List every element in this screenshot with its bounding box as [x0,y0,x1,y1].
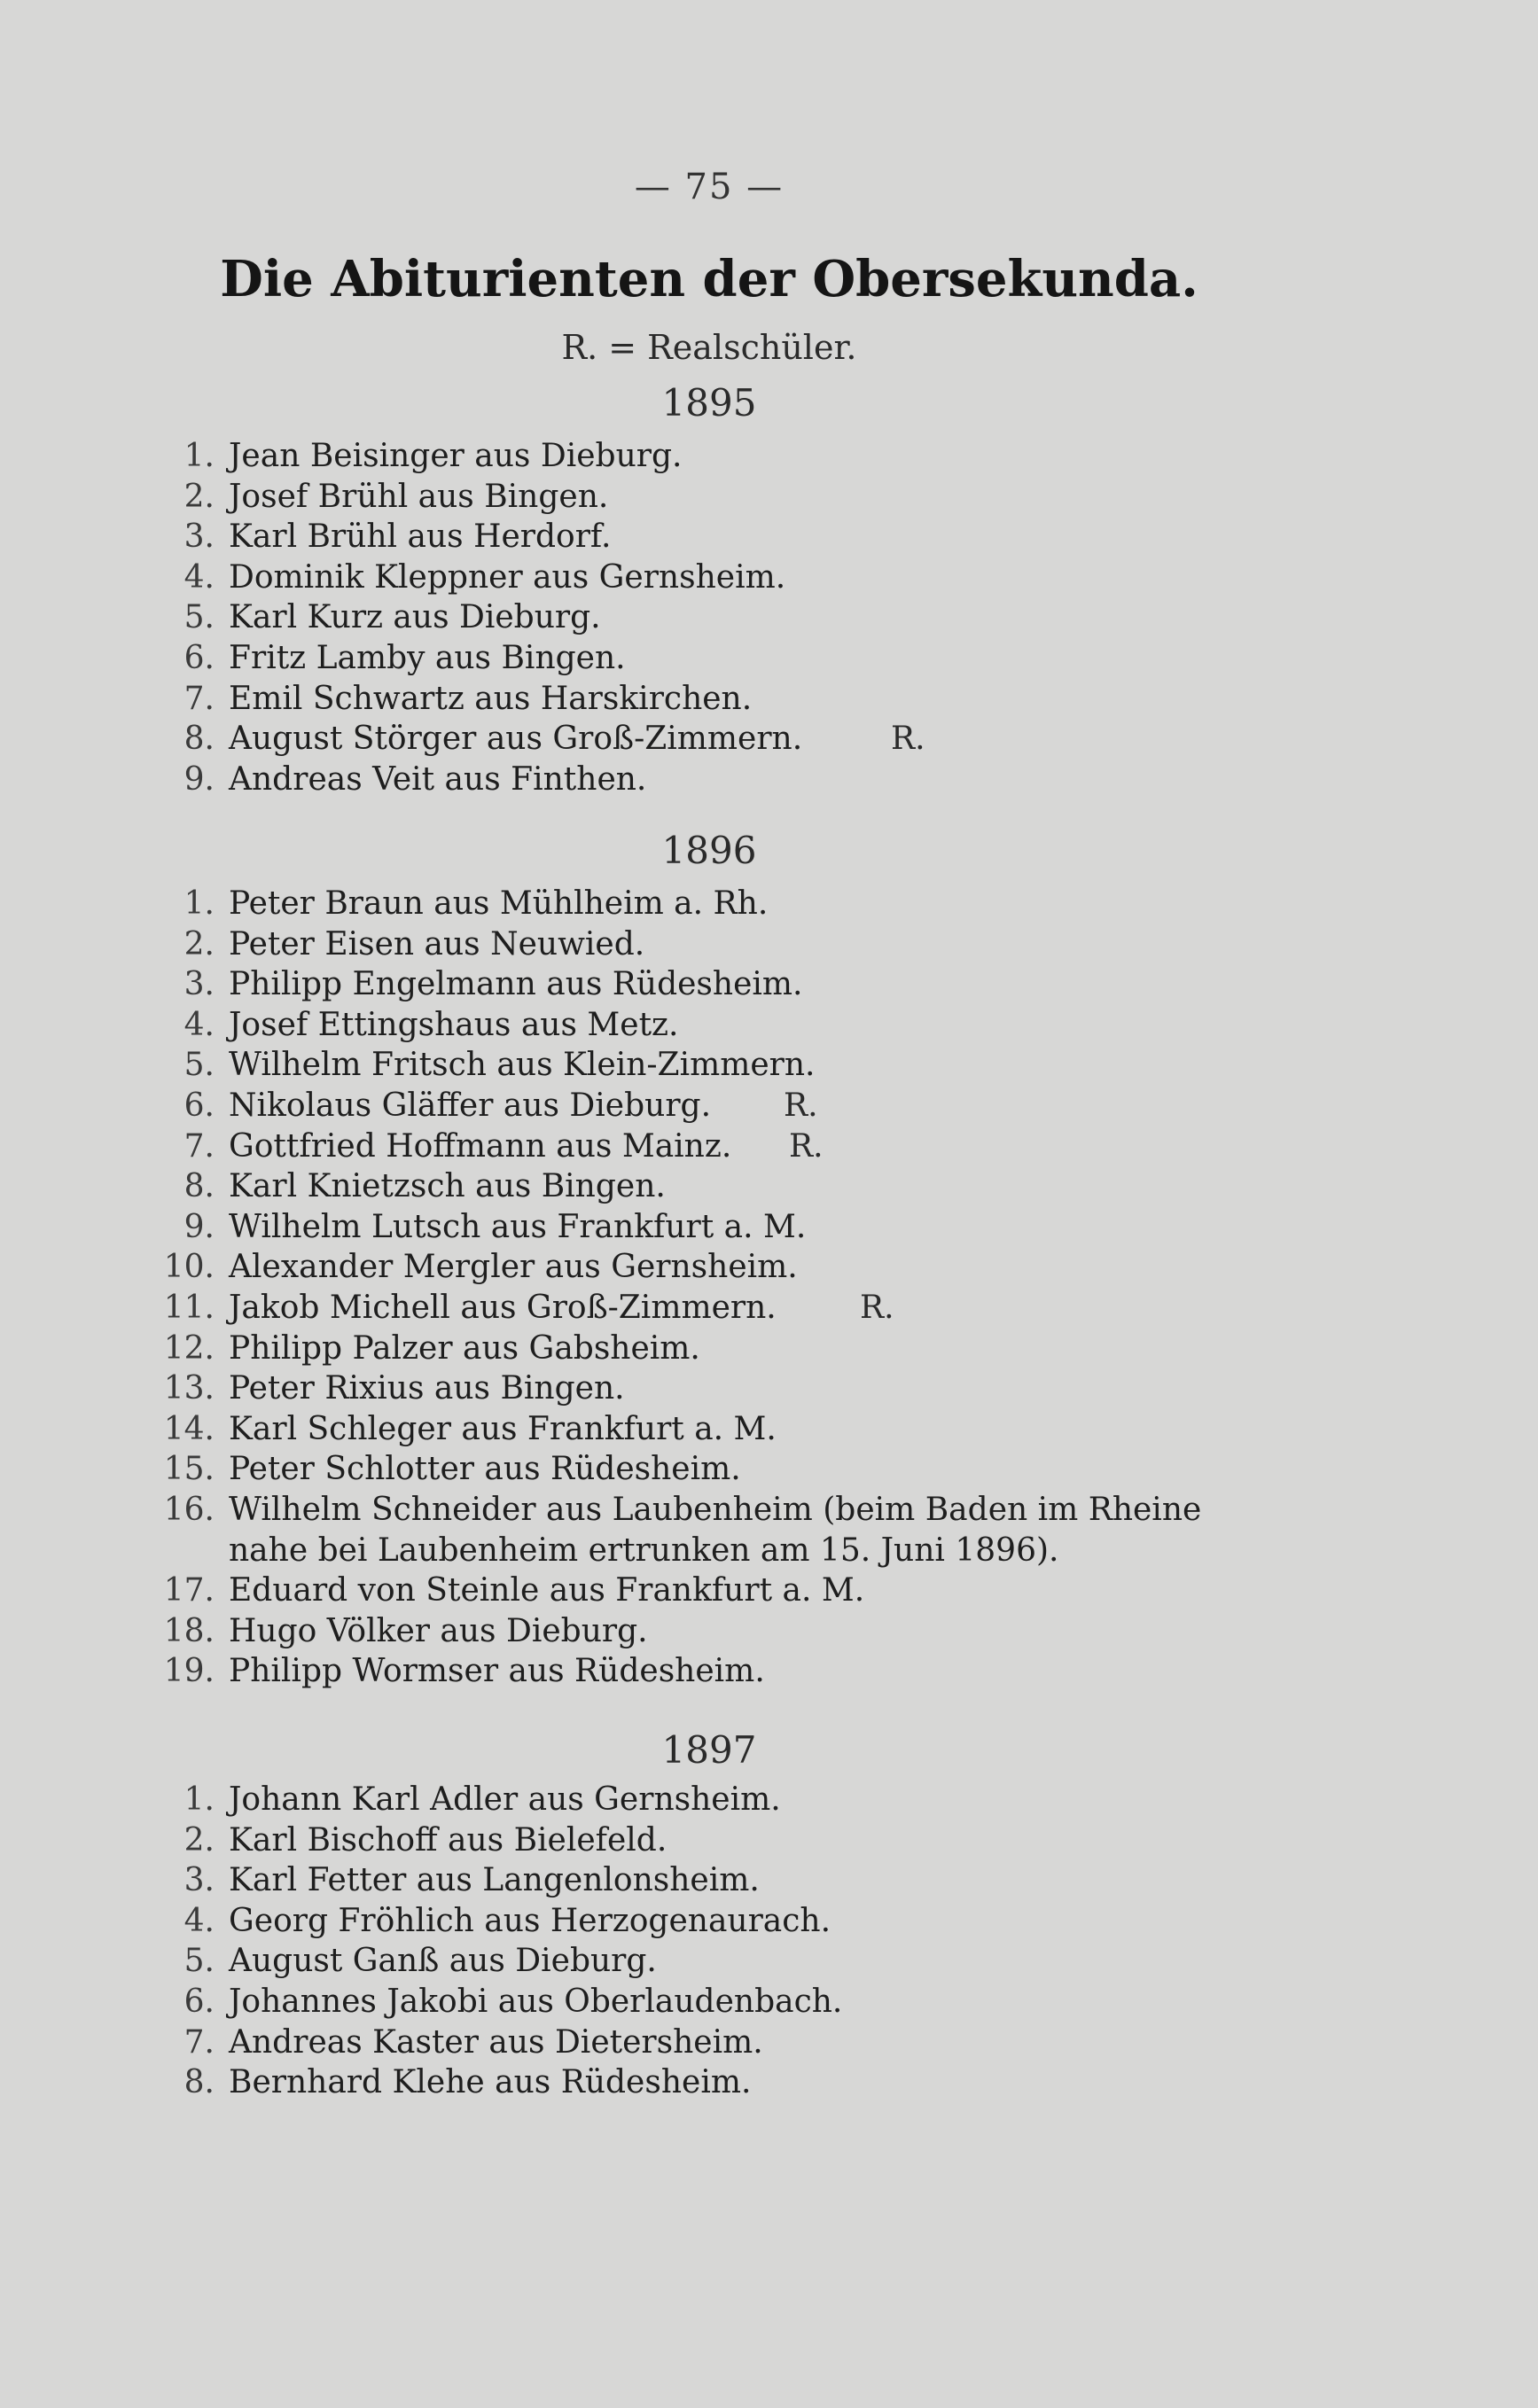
list-item [151,2062,1303,2103]
list-item [151,1651,1303,1692]
student-entry: Wilhelm Lutsch aus Frankfurt a. M. [229,1208,807,1245]
item-number: 8. [183,721,215,758]
student-entry: Josef Ettingshaus aus Metz. [229,1006,679,1043]
year-heading-1896: 1896 [661,829,757,872]
realschueler-mark: R. [789,1127,824,1165]
student-entry: Philipp Palzer aus Gabsheim. [229,1329,700,1367]
list-item-continuation [151,1531,1303,1571]
student-entry: Bernhard Klehe aus Rüdesheim. [229,2064,752,2101]
student-entry: Peter Eisen aus Neuwied. [229,925,645,962]
student-entry: Johannes Jakobi aus Oberlaudenbach. [229,1983,843,2020]
list-item [151,436,1303,477]
list-item [151,1490,1303,1531]
item-number: 2. [183,925,215,962]
list-item [151,1166,1303,1207]
list-item [151,477,1303,518]
list-item [151,1005,1303,1046]
list-item [151,597,1303,638]
page-title: Die Abiturienten der Obersekunda. [220,250,1198,308]
student-entry: Andreas Veit aus Finthen. [229,760,647,798]
student-entry: Hugo Völker aus Dieburg. [229,1612,648,1649]
item-number: 6. [183,1983,215,2020]
list-item [151,1368,1303,1409]
item-number: 18. [163,1612,215,1649]
student-entry: Wilhelm Fritsch aus Klein-Zimmern. [229,1047,816,1084]
student-entry: Peter Braun aus Mühlheim a. Rh. [229,885,769,922]
student-entry: Philipp Engelmann aus Rüdesheim. [229,966,803,1003]
item-number: 6. [183,639,215,676]
list-item [151,1570,1303,1611]
student-entry: August Ganß aus Dieburg. [229,1943,657,1980]
item-number: 12. [163,1329,215,1367]
item-number: 4. [183,1006,215,1043]
student-entry: Karl Fetter aus Langenlonsheim. [229,1862,760,1899]
list-item [151,1982,1303,2022]
list-item [151,1086,1303,1126]
item-number: 1. [183,885,215,922]
student-entry: Jakob Michell aus Groß-Zimmern. [229,1289,777,1326]
student-entry: Karl Bischoff aus Bielefeld. [229,1821,668,1859]
list-item [151,924,1303,965]
list-item [151,2022,1303,2063]
list-item [151,1941,1303,1982]
student-entry: Jean Beisinger aus Dieburg. [229,438,683,474]
list-item [151,1329,1303,1369]
item-number: 8. [183,2064,215,2101]
item-number: 11. [163,1289,215,1326]
list-item [151,1045,1303,1086]
list-item [151,679,1303,720]
item-number: 3. [183,518,215,556]
item-number: 2. [183,1821,215,1859]
item-number: 7. [183,2023,215,2061]
page-number: — 75 — [634,167,785,207]
item-number: 7. [183,680,215,717]
item-number: 9. [183,1208,215,1245]
item-number: 7. [183,1127,215,1165]
list-item [151,884,1303,924]
list-item [151,1449,1303,1490]
list-item [151,1247,1303,1288]
student-entry: Karl Schleger aus Frankfurt a. M. [229,1410,777,1447]
student-entry: Gottfried Hoffmann aus Mainz. [229,1127,732,1165]
student-entry: Peter Schlotter aus Rüdesheim. [229,1451,741,1488]
student-entry: Alexander Mergler aus Gernsheim. [229,1249,798,1286]
list-item [151,557,1303,598]
student-list-1895 [151,436,1303,799]
list-item [151,964,1303,1005]
item-number: 2. [183,478,215,515]
student-entry: Karl Brühl aus Herdorf. [229,518,612,556]
item-number: 14. [163,1410,215,1447]
realschueler-mark: R. [860,1289,894,1326]
list-item [151,1288,1303,1329]
student-entry: Eduard von Steinle aus Frankfurt a. M. [229,1572,865,1609]
student-entry: Wilhelm Schneider aus Laubenheim (beim Baden im Rheine [229,1491,1202,1528]
item-number: 3. [183,1862,215,1899]
list-item [151,1901,1303,1942]
item-number: 17. [163,1572,215,1609]
item-number: 9. [183,760,215,798]
list-item [151,1780,1303,1820]
item-number: 13. [163,1370,215,1407]
list-item [151,1409,1303,1450]
item-number: 8. [183,1168,215,1205]
student-entry: Andreas Kaster aus Dietersheim. [229,2023,763,2061]
item-number: 4. [183,558,215,596]
item-number: 16. [163,1491,215,1528]
student-list-1896 [151,884,1303,1692]
year-heading-1897: 1897 [661,1728,757,1772]
item-number: 10. [163,1249,215,1286]
student-entry: August Störger aus Groß-Zimmern. [229,721,803,758]
student-entry: Dominik Kleppner aus Gernsheim. [229,558,786,596]
student-entry: Georg Fröhlich aus Herzogenaurach. [229,1902,831,1939]
item-number: 5. [183,1943,215,1980]
realschueler-mark: R. [891,721,925,758]
item-number: 1. [183,1781,215,1818]
item-number: 6. [183,1087,215,1124]
list-item [151,719,1303,760]
list-item [151,1820,1303,1861]
list-item [151,1611,1303,1652]
student-entry: Fritz Lamby aus Bingen. [229,639,626,676]
student-entry: Nikolaus Gläffer aus Dieburg. [229,1087,712,1124]
item-number: 5. [183,599,215,636]
student-entry: Peter Rixius aus Bingen. [229,1370,625,1407]
realschueler-mark: R. [784,1087,818,1124]
student-entry: Josef Brühl aus Bingen. [229,478,609,515]
student-entry: Karl Knietzsch aus Bingen. [229,1168,666,1205]
item-number: 1. [183,438,215,474]
year-heading-1895: 1895 [661,381,757,425]
item-number: 15. [163,1451,215,1488]
list-item [151,638,1303,679]
list-item [151,1126,1303,1167]
legend-abbreviation: R. = Realschüler. [561,328,857,367]
item-number: 19. [163,1653,215,1690]
student-list-1897 [151,1780,1303,2103]
list-item [151,1860,1303,1901]
item-number: 5. [183,1047,215,1084]
student-entry: Emil Schwartz aus Harskirchen. [229,680,753,717]
list-item [151,1207,1303,1248]
student-entry: Johann Karl Adler aus Gernsheim. [229,1781,781,1818]
student-entry: Karl Kurz aus Dieburg. [229,599,601,636]
item-number: 4. [183,1902,215,1939]
student-entry: Philipp Wormser aus Rüdesheim. [229,1653,765,1690]
list-item [151,517,1303,557]
list-item [151,760,1303,800]
item-number: 3. [183,966,215,1003]
student-entry: nahe bei Laubenheim ertrunken am 15. Juni 1896). [229,1531,1059,1569]
